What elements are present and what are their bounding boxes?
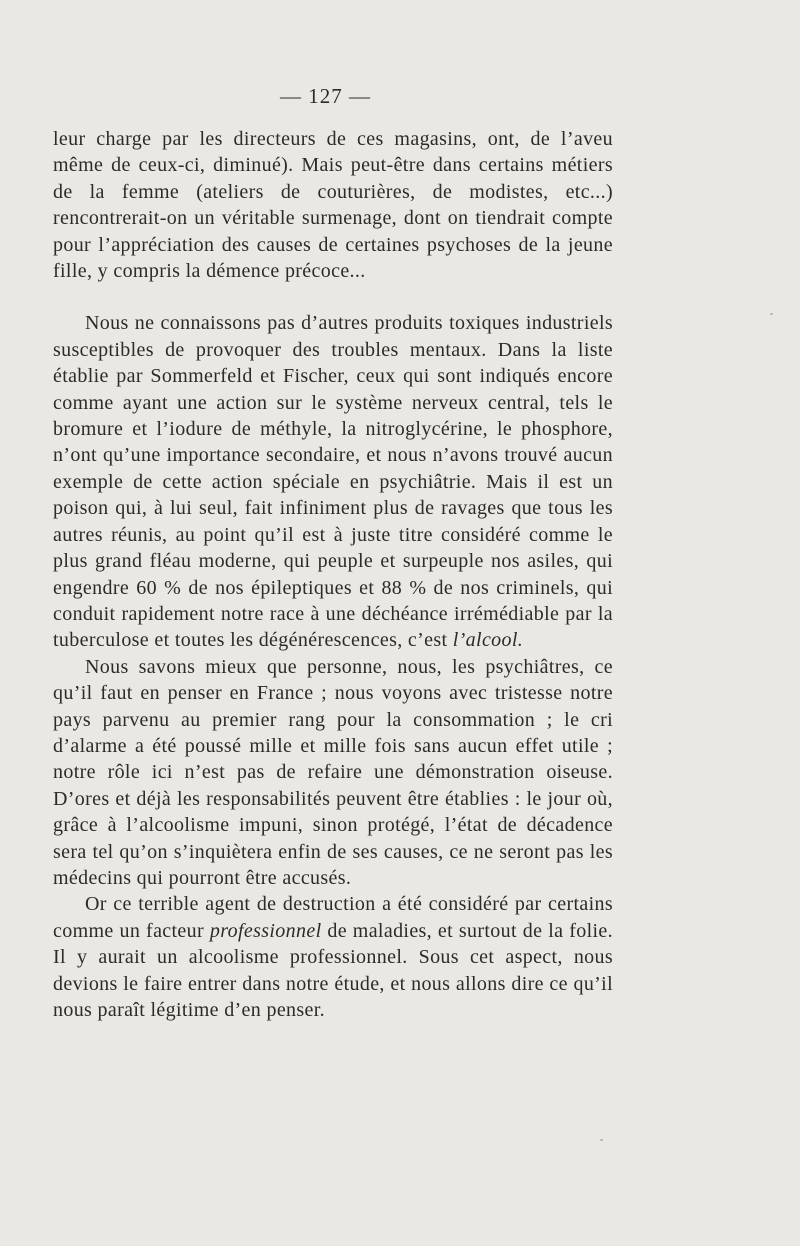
body-text: [53, 126, 613, 1023]
paragraph-2-text: Nous ne connaissons pas d’autres produits toxiques industriels susceptibles de provoquer des troubles mentaux. Dans la liste établie par Sommerfeld et Fischer, ceux qui sont indiqués encore comme ayant une action sur le système nerveux central, tels le bromure et l’iodure de méthyle, la nitroglycérine, le phosphore, n’ont qu’une importance secondaire, et nous n’avons trouvé aucun exemple de cette action spéciale en psychiâtrie. Mais il est un poison qui, à lui seul, fait infiniment plus de ravages que tous les autres réunis, au point qu’il est à juste titre considéré comme le plus grand fléau moderne, qui peuple et surpeuple nos asiles, qui engendre 60 % de nos épileptiques et 88 % de nos criminels, qui conduit rapidement notre race à une déchéance irrémédiable par la tuberculose et toutes les dégénérescences, c’est: [53, 312, 613, 652]
scan-speck: [770, 313, 773, 315]
paragraph-4-text-start: Or ce terrible agent de destruction a été considéré par certains comme un facteur: [53, 893, 613, 942]
scan-speck: [600, 1139, 603, 1141]
paragraph-3: [53, 654, 613, 892]
paragraph-1-text: leur charge par les directeurs de ces magasins, ont, de l’aveu même de ceux-ci, diminué). Mais peut-être dans certains métiers de la femme (ateliers de couturières, de modistes, etc...) rencontrerait-on un véritable surmenage, dont on tiendrait compte pour l’appréciation des causes de certaines psychoses de la jeune fille, y compris la démence précoce...: [53, 128, 613, 283]
professionnel-emphasis: professionnel: [209, 919, 322, 942]
alcool-emphasis: l’alcool.: [452, 629, 524, 652]
paragraph-4-text-end: de maladies, et surtout de la folie. Il y aurait un alcoolisme professionnel. Sous cet aspect, nous devions le faire entrer dans notre étude, et nous allons dire ce qu’il nous paraît légitime d’en penser.: [53, 919, 613, 1021]
paragraph-1: [53, 126, 613, 284]
paragraph-3-text: Nous savons mieux que personne, nous, les psychiâtres, ce qu’il faut en penser en France ; nous voyons avec tristesse notre pays parvenu au premier rang pour la consommation ; le cri d’alarme a été poussé mille et mille fois sans aucun effet utile ; notre rôle ici n’est pas de refaire une démonstration oiseuse. D’ores et déjà les responsabilités peuvent être établies : le jour où, grâce à l’alcoolisme impuni, sinon protégé, l’état de décadence sera tel qu’on s’inquiètera enfin de ses causes, ce ne seront pas les médecins qui pourront être accusés.: [53, 655, 613, 889]
paragraph-2: [53, 310, 613, 653]
page-number: — 127 —: [280, 84, 371, 108]
paragraph-4: [53, 891, 613, 1023]
